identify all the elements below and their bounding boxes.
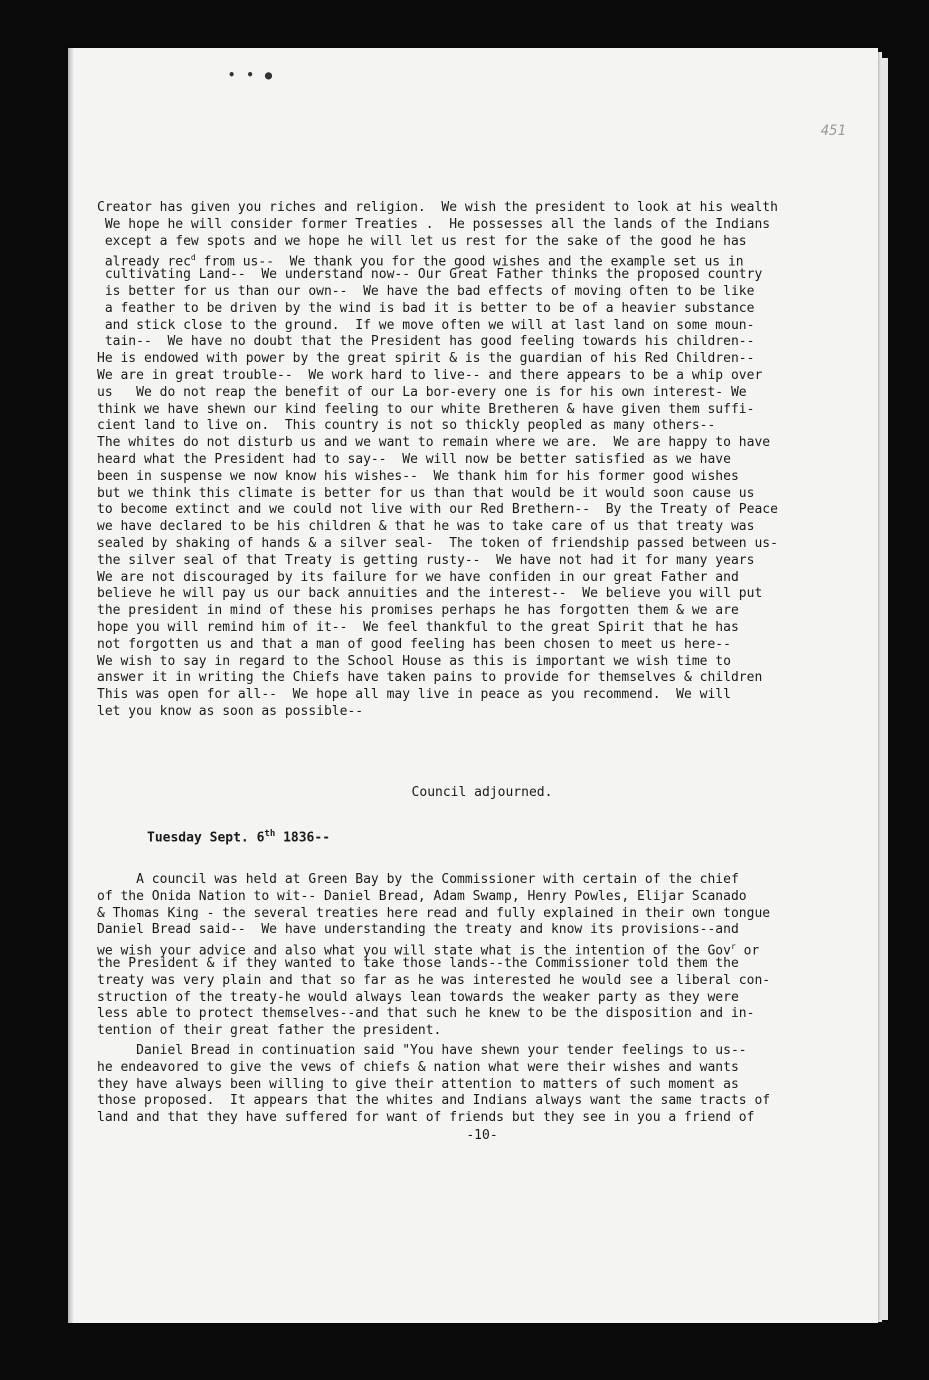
text-line: Daniel Bread in continuation said "You have shewn your tender feelings to us-- [97, 1043, 747, 1058]
paragraph-speech [97, 200, 867, 721]
text-line: This was open for all-- We hope all may live in peace as you recommend. We will [97, 687, 731, 703]
text-line: us We do not reap the benefit of our La bor-every one is for his own interest- We [97, 384, 747, 400]
text-line: think we have shewn our kind feeling to our white Bretheren & have given them suffi- [97, 401, 755, 417]
text-line: is better for us than our own-- We have the bad effects of moving often to be like [97, 283, 755, 299]
gov-rest: or [735, 943, 760, 959]
received-superscript: d [190, 253, 196, 263]
text-line: a feather to be driven by the wind is bad it is better to be of a heavier substance [97, 300, 755, 316]
text-line: they have always been willing to give their attention to matters of such moment as [97, 1076, 739, 1092]
text-line: let you know as soon as possible-- [97, 703, 364, 719]
text-line: We are not discouraged by its failure for we have confiden in our great Father and [97, 569, 739, 585]
date-year: 1836-- [275, 830, 331, 846]
text-line: land and that they have suffered for want of friends but they see in you a friend of [97, 1110, 755, 1126]
text-line: He is endowed with power by the great spirit & is the guardian of his Red Children-- [97, 351, 755, 367]
text-line [97, 939, 867, 959]
text-line: tention of their great father the president. [97, 1023, 442, 1039]
text-line: those proposed. It appears that the whites and Indians always want the same tracts of [97, 1093, 771, 1109]
text-line: heard what the President had to say-- We will now be better satisfied as we have [97, 451, 731, 467]
text-line: hope you will remind him of it-- We feel thankful to the great Spirit that he has [97, 619, 739, 635]
page-marker: • • ● [228, 68, 275, 82]
text-line: answer it in writing the Chiefs have taken pains to provide for themselves & children [97, 670, 763, 686]
gov-text: we wish your advice and also what you will state what is the intention of the Gov [97, 943, 731, 959]
folio-number: 451 [820, 123, 846, 139]
page-number: -10- [466, 1128, 498, 1143]
received-rest: from us-- We thank you for the good wishes and the example set us in [195, 254, 744, 270]
text-line: cient land to live on. This country is not so thickly peopled as many others-- [97, 418, 716, 434]
text-line: We hope he will consider former Treaties . He possesses all the lands of the Indians [97, 216, 771, 232]
council-adjourned-heading: Council adjourned. [411, 785, 553, 800]
text-line: not forgotten us and that a man of good feeling has been chosen to meet us here-- [97, 636, 731, 652]
text-line: cultivating Land-- We understand now-- Our Great Father thinks the proposed country [97, 267, 763, 283]
text-line: A council was held at Green Bay by the Commissioner with certain of the chief [97, 872, 739, 887]
text-line: we have declared to be his children & that he was to take care of us that treaty was [97, 519, 755, 535]
text-line: the president in mind of these his promises perhaps he has forgotten them & we are [97, 603, 739, 619]
text-line: We wish to say in regard to the School House as this is important we wish time to [97, 653, 731, 669]
text-line: treaty was very plain and that so far as he was interested he would see a liberal con- [97, 972, 771, 988]
paragraph-continuation [97, 1043, 867, 1127]
received-abbrev: already rec [97, 254, 191, 270]
gov-superscript: r [730, 942, 736, 952]
text-line [97, 250, 867, 270]
text-line: he endeavored to give the vews of chiefs & nation what were their wishes and wants [97, 1059, 739, 1075]
text-line: sealed by shaking of hands & a silver seal- The token of friendship passed between us- [97, 535, 778, 551]
text-line: The whites do not disturb us and we want to remain where we are. We are happy to have [97, 435, 771, 451]
text-line: to become extinct and we could not live with our Red Brethern-- By the Treaty of Peace [97, 502, 778, 518]
text-line: the silver seal of that Treaty is getting rusty-- We have not had it for many years [97, 552, 755, 568]
text-line: the President & if they wanted to take those lands--the Commissioner told them the [97, 955, 739, 971]
text-line: been in suspense we now know his wishes-- We thank him for his former good wishes [97, 468, 739, 484]
text-line: tain-- We have no doubt that the President has good feeling towards his children-- [97, 334, 755, 350]
text-line: less able to protect themselves--and that such he knew to be the disposition and in- [97, 1006, 755, 1022]
date-day: Tuesday Sept. 6 [147, 830, 265, 846]
page-text [97, 200, 867, 1143]
typewritten-page [68, 48, 878, 1323]
text-line: Daniel Bread said-- We have understanding the treaty and know its provisions--and [97, 922, 739, 938]
paragraph-council [97, 872, 867, 1040]
text-line: except a few spots and we hope he will let us rest for the sake of the good he has [97, 233, 747, 249]
text-line: believe he will pay us our back annuities and the interest-- We believe you will put [97, 586, 763, 602]
date-heading [147, 826, 330, 847]
text-line: Creator has given you riches and religion. We wish the president to look at his wealth [97, 200, 778, 215]
text-line: & Thomas King - the several treaties here read and fully explained in their own tongue [97, 905, 771, 921]
text-line: but we think this climate is better for us than that would be it would soon cause us [97, 485, 755, 501]
date-superscript: th [264, 829, 276, 839]
text-line: struction of the treaty-he would always lean towards the weaker party as they were [97, 989, 739, 1005]
text-line: We are in great trouble-- We work hard to live-- and there appears to be a whip over [97, 367, 763, 383]
text-line: of the Onida Nation to wit-- Daniel Bread, Adam Swamp, Henry Powles, Elijar Scanado [97, 888, 747, 904]
text-line: and stick close to the ground. If we move often we will at last land on some moun- [97, 317, 755, 333]
